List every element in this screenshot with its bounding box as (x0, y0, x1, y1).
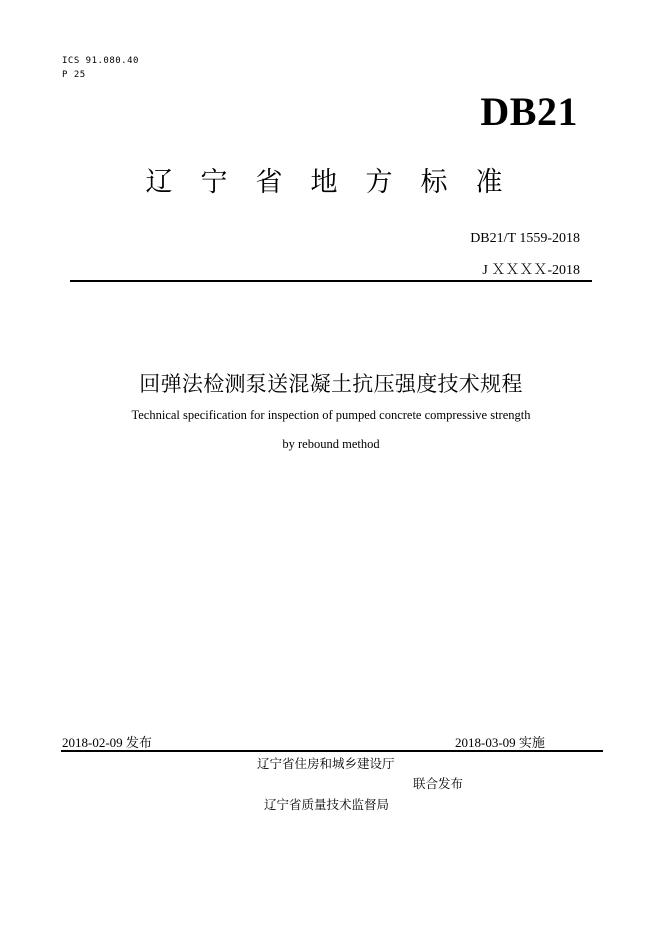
document-title-chinese: 回弹法检测泵送混凝土抗压强度技术规程 (139, 372, 523, 396)
issuer-construction-department: 辽宁省住房和城乡建设厅 (257, 756, 395, 771)
joint-issue-label: 联合发布 (413, 776, 464, 791)
implementation-date: 2018-03-09 实施 (455, 735, 545, 750)
filing-number: J ＸＸＸＸ-2018 (482, 263, 580, 278)
document-title-english-line-2: by rebound method (282, 437, 380, 451)
standard-type-heading: 辽宁省地方标准 (145, 167, 531, 198)
db-code-logo: DB21 (480, 89, 578, 134)
header-divider (70, 280, 592, 282)
issuer-quality-bureau: 辽宁省质量技术监督局 (264, 797, 390, 812)
classification-code: P 25 (62, 70, 86, 80)
standard-number: DB21/T 1559-2018 (470, 231, 580, 246)
document-title-english-line-1: Technical specification for inspection of pumped concrete compressive strength (131, 408, 531, 422)
issue-date: 2018-02-09 发布 (62, 735, 152, 750)
footer-divider (61, 750, 603, 752)
ics-code: ICS 91.080.40 (62, 56, 139, 66)
